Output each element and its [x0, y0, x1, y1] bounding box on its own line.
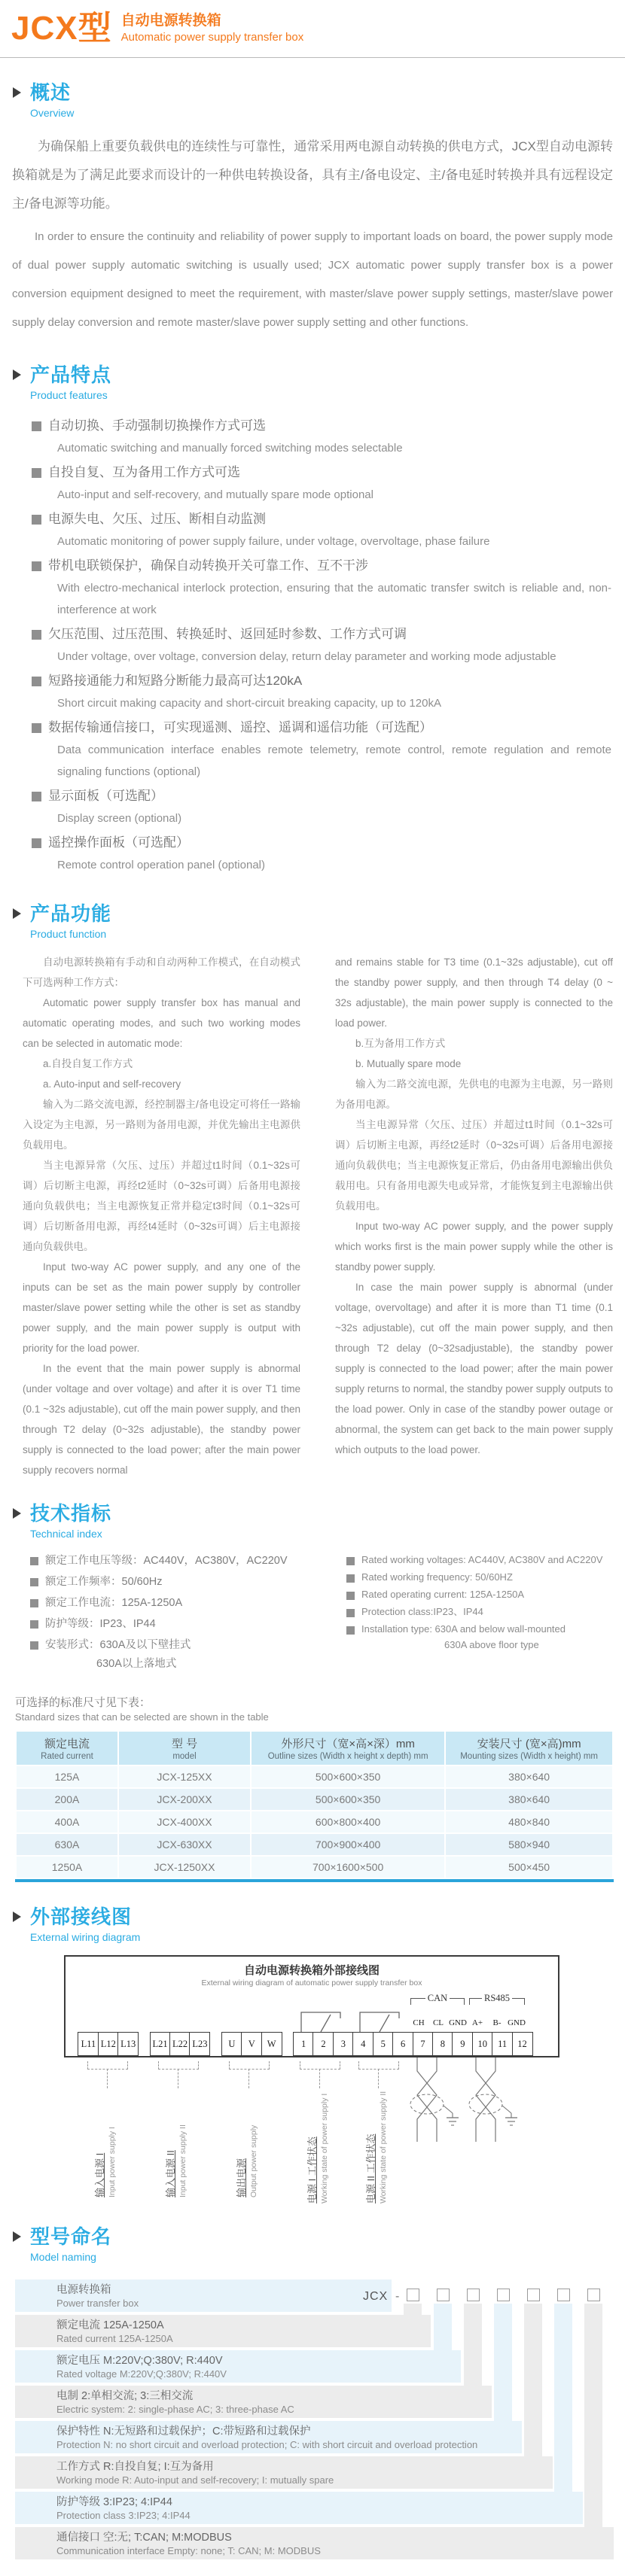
feature-item — [32, 785, 611, 829]
overview-paragraph-en: In order to ensure the continuity and reliability of power supply to important loads on board, the power supply mode of dual power supply automatic switching is usually used; JCX automatic power supply transfer box is a power conversion equipment designed to meet the requirement, with master/slave power supply settings, master/slave power supply delay conversion and remote master/slave power supply setting and other functions. — [12, 230, 613, 329]
tech-item: 额定工作频率：50/60Hz — [30, 1573, 346, 1592]
square-bullet-icon — [32, 838, 41, 848]
function-paragraph: a.自投自复工作方式 — [43, 1058, 133, 1069]
sizes-table — [15, 1730, 614, 1879]
feature-zh: 短路接通能力和短路分断能力最高可达120kA — [48, 674, 303, 688]
model-code-box — [407, 2289, 419, 2301]
section-wiring-heading — [11, 1905, 625, 1945]
group-label-zh: 输入电源 II — [165, 2150, 176, 2197]
terminal-strip — [79, 2032, 533, 2056]
feature-en: With electro-mechanical interlock protection, ensuring that the automatic transfer switch is reliable and, non-interference at work — [57, 582, 611, 616]
square-bullet-icon — [346, 1609, 355, 1617]
feature-en: Automatic switching and manually forced switching modes selectable — [57, 442, 403, 455]
twisted-pair-icon — [401, 2057, 465, 2155]
bracket-arm-icon — [450, 1998, 465, 2005]
terminal-cell: 1 — [293, 2032, 314, 2056]
triangle-marker-icon — [13, 1508, 21, 1519]
feature-zh: 电源失电、欠压、过压、断相自动监测 — [48, 512, 266, 526]
square-bullet-icon — [346, 1626, 355, 1635]
tech-item: 安装形式：630A及以下壁挂式 630A以上落地式 — [30, 1636, 346, 1674]
group-label-en: Working state of power supply I — [320, 2093, 329, 2203]
triangle-marker-icon — [13, 2231, 21, 2242]
group-bracket-icon — [300, 2061, 340, 2070]
naming-row: 电制 2:单相交流; 3:三相交流 Electric system: 2: single-phase AC; 3: three-phase AC — [15, 2386, 492, 2418]
model-code-box — [557, 2289, 570, 2301]
function-columns — [23, 952, 613, 1480]
square-bullet-icon — [32, 561, 41, 571]
triangle-marker-icon — [13, 370, 21, 380]
overview-title-en: Overview — [30, 107, 75, 119]
square-bullet-icon — [30, 1578, 38, 1586]
square-bullet-icon — [32, 723, 41, 733]
function-paragraph: 当主电源异常（欠压、过压）并超过t1时间（0.1~32s可调）后切断主电源，再经t2延时（0~32s可调）后备用电源接通向负载供电；当主电源恢复正常并稳定t3时间（0.1~32s可调）后切断备用电源，再经t4延时（0~32s可调）后主电源接通向负载供电。 — [23, 1160, 300, 1252]
table-row: 1250A JCX-1250XX 700×1600×500 500×450 — [17, 1857, 612, 1878]
overview-title-zh: 概述 — [30, 81, 72, 104]
terminal-cell: L21 — [150, 2032, 171, 2056]
rs485-bus-bracket — [469, 1993, 525, 2005]
pin-label: A+ — [471, 2018, 483, 2027]
function-paragraph: 当主电源异常（欠压、过压）并超过t1时间（0.1~32s可调）后切断主电源，再经t2延时（0~32s可调）后备用电源接通向负载供电；当主电源恢复正常后，仍由备用电源输出供负载用电。只有备用电源失电或异常，才能恢复到主电源输出供负载用电。 — [335, 1119, 613, 1212]
feature-en: Data communication interface enables remote telemetry, remote control, remote regulation and remote signaling functions (optional) — [57, 744, 611, 778]
group-stem-icon — [107, 2069, 108, 2088]
function-paragraph: In case the main power supply is abnormal (under voltage, overvoltage) and after it is more than T1 time (0.1 ~32s adjustable), cut off the main power supply, and then through T2 delay (0~32sadjustable), the standby power supply is connected to the load power; after the main power supply returns to normal, the standby power supply outputs to the load power. Only in case of the standby power outage or abnormal, the system can get back to the main power supply which outputs to the load power. — [335, 1282, 613, 1455]
terminal-group-input1 — [79, 2032, 139, 2056]
square-bullet-icon — [32, 468, 41, 478]
feature-en: Auto-input and self-recovery, and mutually spare mode optional — [57, 488, 373, 501]
feature-en: Short circuit making capacity and short-circuit breaking capacity, up to 120kA — [57, 697, 441, 710]
naming-row: 保护特性 N:无短路和过载保护；C:带短路和过载保护 Protection N: no short circuit and overload protection; C: with short circuit and overload protection — [15, 2421, 522, 2453]
model-naming-diagram — [15, 2275, 614, 2562]
terminal-cell: 2 — [312, 2032, 334, 2056]
terminal-cell: L12 — [98, 2032, 119, 2056]
model-code-box — [527, 2289, 540, 2301]
bracket-arm-icon — [410, 1998, 425, 2005]
tech-item: 额定工作电流：125A-1250A — [30, 1594, 346, 1613]
function-title-en: Product function — [30, 928, 107, 940]
diagram-title-zh: 自动电源转换箱外部接线图 — [243, 1965, 380, 1977]
function-paragraph: In the event that the main power supply is abnormal (under voltage and over voltage) and after it is over T1 time (0.1 ~32s adjustable), cut off the main power supply, and then through T2 delay (0~32s adjustable), the standby power supply is connected to the load power; after the main power supply recovers normal — [23, 1363, 300, 1476]
tech-item: 额定工作电压等级：AC440V，AC380V，AC220V — [30, 1552, 346, 1571]
naming-connector-strip — [434, 2304, 452, 2350]
terminal-cell: U — [221, 2032, 242, 2056]
feature-en: Remote control operation panel (optional) — [57, 859, 265, 871]
naming-connector-strip — [554, 2304, 572, 2492]
tech-item: Rated working voltages: AC440V, AC380V and AC220V — [346, 1552, 613, 1568]
table-header-row — [17, 1732, 612, 1765]
square-bullet-icon — [30, 1620, 38, 1629]
terminal-cell: 6 — [392, 2032, 413, 2056]
tech-item: 防护等级：IP23、IP44 — [30, 1615, 346, 1634]
switch-symbol-icon — [350, 2009, 409, 2032]
group-label-zh: 电源 II 工作状态 — [365, 2133, 377, 2203]
group-label-en: Input power supply II — [178, 2124, 188, 2197]
terminal-cell: 7 — [413, 2032, 434, 2056]
terminal-cell: 3 — [333, 2032, 354, 2056]
function-paragraph: 输入为二路交流电源，先供电的电源为主电源，另一路则为备用电源。 — [335, 1078, 613, 1110]
can-bus-bracket — [410, 1993, 465, 2005]
bracket-arm-icon — [469, 1998, 482, 2005]
feature-item — [32, 461, 611, 506]
pin-label: B- — [492, 2018, 502, 2027]
terminal-group-input2 — [151, 2032, 210, 2056]
wiring-diagram-box — [64, 1955, 559, 2057]
terminal-group-output — [222, 2032, 282, 2056]
tech-item: Rated operating current: 125A-1250A — [346, 1586, 613, 1602]
feature-zh: 自投自复、互为备用工作方式可选 — [48, 465, 240, 479]
group-label-en: Input power supply I — [108, 2127, 117, 2197]
tech-columns — [30, 1552, 613, 1676]
pin-label: CL — [432, 2018, 444, 2027]
switch-symbol-icon — [291, 2009, 350, 2032]
model-code-box — [437, 2289, 450, 2301]
feature-item — [32, 508, 611, 552]
bracket-arm-icon — [512, 1998, 525, 2005]
tech-item: Rated working frequency: 50/60HZ — [346, 1569, 613, 1585]
naming-row: 工作方式 R:自投自复; I:互为备用 Working mode R: Auto-input and self-recovery; I: mutually spare — [15, 2456, 553, 2489]
twisted-pair-icon — [460, 2057, 523, 2155]
tech-title-zh: 技术指标 — [30, 1502, 112, 1525]
naming-connector-strip — [524, 2304, 542, 2456]
terminal-cell: 9 — [452, 2032, 473, 2056]
feature-zh: 自动切换、手动强制切换操作方式可选 — [48, 418, 266, 433]
terminal-group-signals — [294, 2032, 533, 2056]
square-bullet-icon — [346, 1574, 355, 1583]
feature-zh: 带机电联锁保护，确保自动转换开关可靠工作、互不干涉 — [48, 558, 368, 573]
function-paragraph: Input two-way AC power supply, and any one of the inputs can be set as the main power supply by controller master/slave power setting while the other is set as standby power supply, and the main power supply is output with priority for the load power. — [23, 1261, 300, 1354]
square-bullet-icon — [30, 1641, 38, 1650]
overview-paragraph-zh: 为确保船上重要负载供电的连续性与可靠性，通常采用两电源自动转换的供电方式，JCX型自动电源转换箱就是为了满足此要求而设计的一种供电转换设备，具有主/备电设定、主/备电延时转换并具有远程设定主/备电源等功能。 — [12, 139, 613, 211]
terminal-cell: L22 — [169, 2032, 191, 2056]
naming-row: 额定电流 125A-1250A Rated current 125A-1250A — [15, 2315, 431, 2347]
section-overview-heading — [11, 81, 625, 120]
terminal-cell: L23 — [189, 2032, 210, 2056]
group-stem-icon — [319, 2069, 320, 2088]
product-title-block — [121, 11, 304, 45]
rs485-label: RS485 — [483, 1993, 511, 2003]
header-divider — [0, 57, 625, 58]
terminal-cell: L11 — [78, 2032, 99, 2056]
feature-item — [32, 555, 611, 621]
function-paragraph: a. Auto-input and self-recovery — [43, 1078, 181, 1090]
tech-title-en: Technical index — [30, 1528, 102, 1540]
product-title-en: Automatic power supply transfer box — [120, 31, 304, 44]
tech-item: Installation type: 630A and below wall-mounted 630A above floor type — [346, 1621, 613, 1653]
function-paragraph: 自动电源转换箱有手动和自动两种工作模式，在自动模式下可选两种工作方式： — [23, 956, 300, 988]
tech-right-column — [346, 1552, 613, 1676]
square-bullet-icon — [346, 1557, 355, 1565]
function-paragraph: and remains stable for T3 time (0.1~32s adjustable), cut off the standby power supply, and then through T4 delay (0 ~ 32s adjustable), the main power supply is connected to the load power. — [335, 956, 613, 1029]
naming-row: 防护等级 3:IP23; 4:IP44 Protection class 3:IP23; 4:IP44 — [15, 2492, 583, 2524]
group-label-en: Working state of power supply II — [379, 2091, 388, 2203]
tech-left-column — [30, 1552, 346, 1676]
feature-item — [32, 716, 611, 783]
model-code-box — [587, 2289, 600, 2301]
group-bracket-icon — [229, 2061, 270, 2070]
triangle-marker-icon — [13, 87, 21, 98]
naming-row: 通信接口 空:无; T:CAN; M:MODBUS Communication interface Empty: none; T: CAN; M: MODBUS — [15, 2527, 614, 2559]
feature-item — [32, 415, 611, 459]
naming-connector-strip — [584, 2304, 602, 2527]
group-label-zh: 输出电源 — [236, 2158, 247, 2197]
feature-zh: 欠压范围、过压范围、转换延时、返回延时参数、工作方式可调 — [48, 627, 407, 641]
column-header: 额定电流 Rated current — [17, 1732, 117, 1765]
group-label-zh: 电源 I 工作状态 — [306, 2137, 318, 2203]
square-bullet-icon — [30, 1557, 38, 1565]
product-model-title: JCX型 — [11, 10, 112, 47]
terminal-cell: L13 — [117, 2032, 139, 2056]
feature-zh: 显示面板（可选配） — [48, 789, 163, 803]
table-row: 400A JCX-400XX 600×800×400 480×840 — [17, 1811, 612, 1832]
tech-item: Protection class:IP23、IP44 — [346, 1604, 613, 1620]
section-features-heading — [11, 363, 625, 403]
group-stem-icon — [248, 2069, 249, 2088]
naming-connector-strip — [494, 2304, 512, 2421]
square-bullet-icon — [32, 421, 41, 431]
column-header: 型 号 model — [119, 1732, 250, 1765]
feature-zh: 遥控操作面板（可选配） — [48, 835, 189, 850]
function-paragraph: Input two-way AC power supply, and the power supply which works first is the main power supply while the other is standby power supply. — [335, 1221, 613, 1273]
group-bracket-icon — [87, 2061, 128, 2070]
feature-item — [32, 623, 611, 668]
pin-label: GND — [508, 2018, 526, 2027]
section-naming-heading — [11, 2225, 625, 2264]
feature-item — [32, 832, 611, 876]
terminal-cell: 4 — [352, 2032, 373, 2056]
square-bullet-icon — [32, 792, 41, 801]
product-title-zh: 自动电源转换箱 — [120, 13, 221, 29]
diagram-title-en: External wiring diagram of automatic power supply transfer box — [201, 1978, 422, 1988]
group-label-zh: 输入电源 I — [94, 2152, 105, 2197]
terminal-cell: V — [241, 2032, 262, 2056]
function-paragraph: b. Mutually spare mode — [355, 1058, 462, 1069]
group-bracket-icon — [358, 2061, 399, 2070]
can-label: CAN — [427, 1993, 448, 2003]
naming-title-en: Model naming — [30, 2251, 96, 2263]
feature-en: Automatic monitoring of power supply failure, under voltage, overvoltage, phase failure — [57, 535, 490, 548]
function-paragraph: b.互为备用工作方式 — [355, 1038, 446, 1049]
naming-title-zh: 型号命名 — [30, 2225, 112, 2248]
wiring-title-zh: 外部接线图 — [30, 1905, 133, 1928]
function-paragraph: Automatic power supply transfer box has manual and automatic operating modes, and such two working modes can be selected in automatic mode: — [23, 997, 300, 1049]
wiring-title-en: External wiring diagram — [30, 1931, 141, 1943]
column-header: 安装尺寸 (宽×高)mm Mounting sizes (Width x height) mm — [446, 1732, 612, 1765]
naming-connector-strip — [404, 2304, 422, 2315]
function-left-column — [23, 952, 300, 1480]
naming-connector-strip — [464, 2304, 482, 2386]
model-dash: - — [395, 2290, 400, 2303]
square-bullet-icon — [346, 1592, 355, 1600]
table-row: 630A JCX-630XX 700×900×400 580×940 — [17, 1834, 612, 1855]
sizes-note-en: Standard sizes that can be selected are shown in the table — [15, 1711, 269, 1723]
function-right-column — [335, 952, 613, 1480]
table-row: 200A JCX-200XX 500×600×350 380×640 — [17, 1789, 612, 1810]
page-header — [0, 0, 625, 47]
pin-label: GND — [449, 2018, 467, 2027]
section-tech-heading — [11, 1501, 625, 1541]
group-label-en: Output power supply — [249, 2124, 258, 2197]
terminal-cell: 12 — [512, 2032, 533, 2056]
bus-pin-names — [409, 2018, 526, 2027]
feature-en: Display screen (optional) — [57, 812, 182, 825]
column-header: 外形尺寸（宽×高×深）mm Outline sizes (Width x height x depth) mm — [252, 1732, 444, 1765]
triangle-marker-icon — [13, 908, 21, 919]
feature-list — [32, 415, 611, 876]
feature-item — [32, 670, 611, 714]
feature-zh: 数据传输通信接口，可实现遥测、遥控、遥调和遥信功能（可选配） — [48, 720, 432, 734]
group-stem-icon — [378, 2069, 379, 2088]
wiring-annotations — [64, 2057, 559, 2205]
table-bottom-accent — [15, 1879, 614, 1882]
function-title-zh: 产品功能 — [30, 902, 112, 925]
section-function-heading — [11, 902, 625, 941]
wiring-diagram — [64, 1955, 559, 2205]
square-bullet-icon — [32, 630, 41, 640]
square-bullet-icon — [32, 677, 41, 686]
sizes-note — [15, 1694, 625, 1723]
model-prefix: JCX — [363, 2290, 389, 2303]
function-paragraph: 输入为二路交流电源，经控制器主/备电设定可将任一路输入设定为主电源，另一路则为备用电源，并优先输出主电源供负载用电。 — [23, 1099, 300, 1151]
terminal-cell: 11 — [492, 2032, 513, 2056]
naming-row: 电源转换箱 Power transfer box — [15, 2279, 392, 2312]
terminal-cell: W — [261, 2032, 282, 2056]
table-row: 125A JCX-125XX 500×600×350 380×640 — [17, 1766, 612, 1787]
terminal-cell: 5 — [373, 2032, 394, 2056]
model-code-box — [467, 2289, 480, 2301]
sizes-note-zh: 可选择的标准尺寸见下表： — [15, 1696, 151, 1709]
group-bracket-icon — [158, 2061, 199, 2070]
square-bullet-icon — [32, 515, 41, 525]
feature-en: Under voltage, over voltage, conversion delay, return delay parameter and working mode adjustable — [57, 650, 556, 663]
features-title-en: Product features — [30, 389, 108, 401]
square-bullet-icon — [30, 1599, 38, 1607]
model-code-box — [497, 2289, 510, 2301]
naming-row: 额定电压 M:220V;Q:380V; R:440V Rated voltage M:220V;Q:380V; R:440V — [15, 2350, 461, 2383]
terminal-cell: 8 — [432, 2032, 453, 2056]
features-title-zh: 产品特点 — [30, 363, 112, 386]
terminal-cell: 10 — [472, 2032, 493, 2056]
triangle-marker-icon — [13, 1911, 21, 1922]
pin-label: CH — [413, 2018, 425, 2027]
